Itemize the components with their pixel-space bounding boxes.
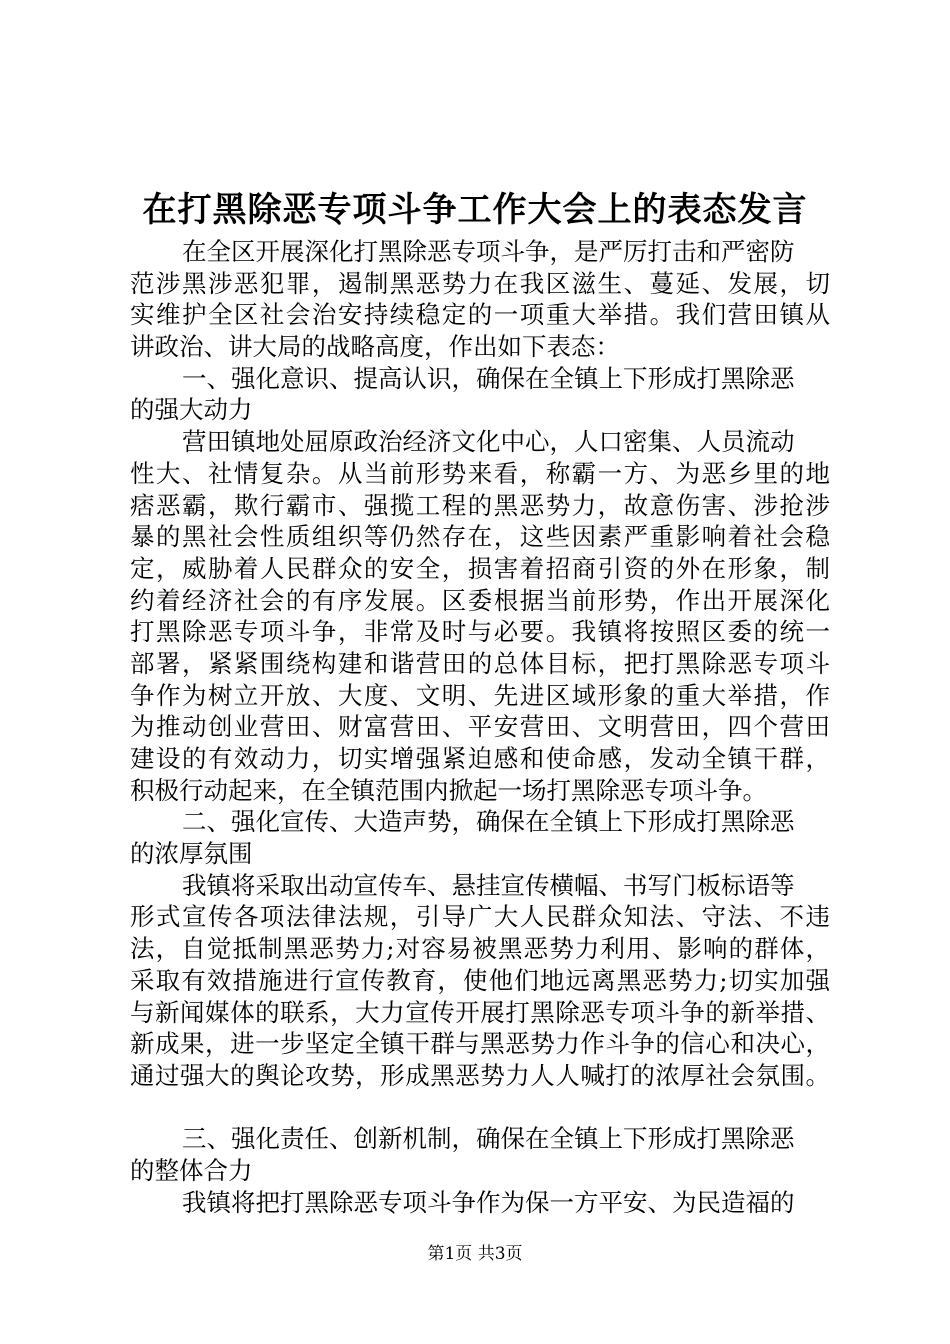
paragraph-line: 在全区开展深化打黑除恶专项斗争，是严厉打击和严密防 (182, 237, 795, 266)
paragraph-line: 我镇将采取出动宣传车、悬挂宣传横幅、书写门板标语等 (182, 870, 795, 900)
paragraph-line: 讲政治、讲大局的战略高度，作出如下表态： (130, 332, 620, 362)
section-heading-line: 的整体合力 (130, 1155, 253, 1185)
blank-line (130, 1092, 830, 1124)
paragraph-line: 新成果，进一步坚定全镇干群与黑恶势力作斗争的信心和决心， (130, 1029, 830, 1059)
paragraph-line: 与新闻媒体的联系，大力宣传开展打黑除恶专项斗争的新举措、 (130, 997, 830, 1027)
section-heading-line: 的浓厚氛围 (130, 839, 253, 869)
section-heading-line: 二、强化宣传、大造声势，确保在全镇上下形成打黑除恶 (182, 807, 795, 837)
paragraph-line: 实维护全区社会治安持续稳定的一项重大举措。我们营田镇从 (130, 300, 830, 330)
paragraph-line: 痞恶霸，欺行霸市、强揽工程的黑恶势力，故意伤害、涉抢涉 (130, 490, 830, 520)
paragraph-line: 我镇将把打黑除恶专项斗争作为保一方平安、为民造福的 (182, 1187, 795, 1217)
paragraph-line: 积极行动起来，在全镇范围内掀起一场打黑除恶专项斗争。 (130, 775, 767, 805)
page-title: 在打黑除恶专项斗争工作大会上的表态发言 (142, 190, 808, 230)
paragraph-line: 性大、社情复杂。从当前形势来看，称霸一方、为恶乡里的地 (130, 458, 830, 488)
paragraph-line: 打黑除恶专项斗争，非常及时与必要。我镇将按照区委的统一 (130, 617, 830, 647)
paragraph-line: 形式宣传各项法律法规，引导广大人民群众知法、守法、不违 (130, 902, 830, 932)
paragraph-line: 部署，紧紧围绕构建和谐营田的总体目标，把打黑除恶专项斗 (130, 648, 830, 678)
paragraph-line: 争作为树立开放、大度、文明、先进区域形象的重大举措，作 (130, 680, 830, 710)
paragraph-line: 约着经济社会的有序发展。区委根据当前形势，作出开展深化 (130, 585, 830, 615)
section-heading-line: 三、强化责任、创新机制，确保在全镇上下形成打黑除恶 (182, 1124, 795, 1154)
paragraph-line: 营田镇地处屈原政治经济文化中心，人口密集、人员流动 (182, 427, 795, 457)
document-body (130, 236, 830, 1218)
paragraph-line: 建设的有效动力，切实增强紧迫感和使命感，发动全镇干群， (130, 744, 830, 773)
paragraph-line: 通过强大的舆论攻势，形成黑恶势力人人喊打的浓厚社会氛围。 (130, 1060, 830, 1090)
paragraph-line: 定，威胁着人民群众的安全，损害着招商引资的外在形象，制 (130, 553, 830, 583)
section-heading-line: 的强大动力 (130, 395, 253, 425)
paragraph-line: 法，自觉抵制黑恶势力;对容易被黑恶势力利用、影响的群体， (130, 934, 830, 964)
paragraph-line: 暴的黑社会性质组织等仍然存在，这些因素严重影响着社会稳 (130, 522, 830, 552)
paragraph-line: 为推动创业营田、财富营田、平安营田、文明营田，四个营田 (130, 712, 830, 742)
paragraph-line: 采取有效措施进行宣传教育，使他们地远离黑恶势力;切实加强 (130, 965, 830, 995)
paragraph-line: 范涉黑涉恶犯罪，遏制黑恶势力在我区滋生、蔓延、发展，切 (130, 268, 830, 298)
page-footer: 第1页 共3页 (427, 1244, 523, 1264)
section-heading-line: 一、强化意识、提高认识，确保在全镇上下形成打黑除恶 (182, 363, 795, 393)
